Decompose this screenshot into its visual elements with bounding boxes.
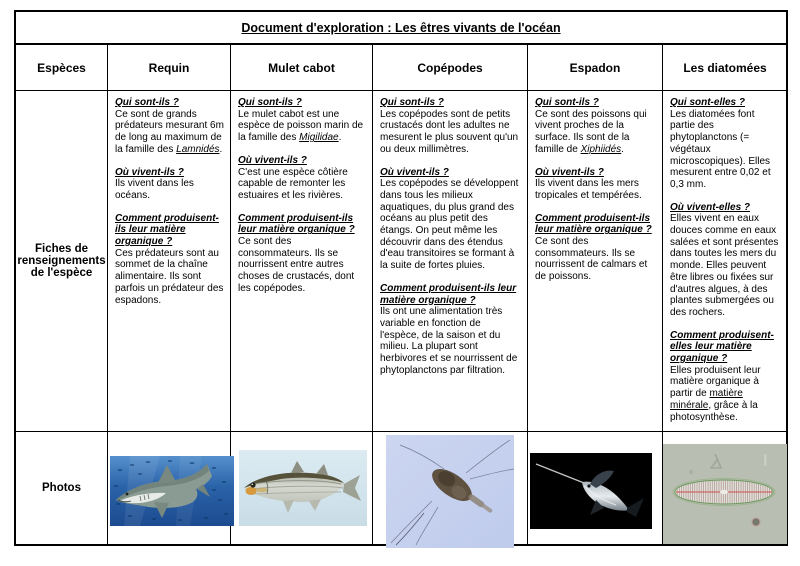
text-run: Ils ont une alimentation très variable en fonction de l'espèce, de la saison et du milieu. La plupart sont herbivores et se nourrissent de phytoplanctons par filtration. bbox=[380, 306, 518, 376]
species-name-text: Xiphiidés bbox=[580, 143, 622, 155]
text-run: . bbox=[338, 132, 342, 144]
mullet-photo bbox=[239, 450, 367, 526]
question-heading: Comment produisent-ils leur matière organique ? bbox=[380, 282, 517, 306]
answer-paragraph bbox=[670, 109, 781, 191]
header-label: Espèces bbox=[37, 60, 86, 75]
question-heading: Qui sont-ils ? bbox=[380, 97, 444, 108]
row-label-photos bbox=[16, 432, 108, 544]
answer-paragraph bbox=[115, 109, 224, 156]
question-heading: Comment produisent-elles leur matière organique ? bbox=[670, 329, 774, 365]
text-run: Ce sont des poissons qui vivent proches de la surface. Ils sont de la famille de bbox=[535, 108, 647, 155]
info-cell-diatomees bbox=[663, 91, 787, 432]
question-heading: Qui sont-ils ? bbox=[535, 97, 599, 108]
answer-paragraph bbox=[238, 236, 366, 295]
text-run: Elles vivent en eaux douces comme en eaux salées et sont présentes dans toutes les mers du monde. Elles peuvent être libres ou fixées sur d'autres algues, à des plantes submergées ou des rochers. bbox=[670, 213, 779, 318]
text-run: Ce sont de grands prédateurs mesurant 6m de long au maximum de la famille des bbox=[115, 108, 224, 155]
column-header-mulet-cabot bbox=[231, 45, 373, 91]
document-title-row bbox=[16, 12, 786, 45]
question-heading: Qui sont-ils ? bbox=[115, 97, 179, 108]
info-cell-mulet-cabot bbox=[231, 91, 373, 432]
text-run: . bbox=[219, 143, 223, 155]
question-heading: Qui sont-ils ? bbox=[238, 97, 302, 108]
text-run: Les copépodes sont de petits crustacés dont les adultes ne mesurent le plus souvent qu'un ou deux millimètres. bbox=[380, 108, 519, 155]
answer-paragraph bbox=[535, 109, 656, 156]
info-cell-copepodes bbox=[373, 91, 528, 432]
row-label-fiches bbox=[16, 91, 108, 432]
answer-paragraph bbox=[535, 178, 656, 201]
answer-paragraph bbox=[535, 236, 656, 283]
text-run: Ils vivent dans les mers tropicales et tempérées. bbox=[535, 178, 642, 201]
photo-cell-mulet-cabot bbox=[231, 432, 373, 544]
answer-paragraph bbox=[238, 167, 366, 202]
answer-paragraph bbox=[670, 365, 781, 424]
answer-paragraph bbox=[380, 109, 521, 156]
photo-cell-diatomees bbox=[663, 432, 787, 544]
text-run: Ce sont des consommateurs. Ils se nourrissent de calmars et de poissons. bbox=[535, 236, 648, 283]
header-label: Espadon bbox=[569, 60, 621, 75]
exploration-table bbox=[14, 10, 788, 546]
corner-header-especes bbox=[16, 45, 108, 91]
answer-paragraph bbox=[115, 178, 224, 201]
answer-paragraph bbox=[380, 178, 521, 272]
column-header-diatomees bbox=[663, 45, 787, 91]
text-run: Le mulet cabot est une espèce de poisson marin de la famille des bbox=[238, 108, 364, 144]
text-run: Ces prédateurs sont au sommet de la chaîne alimentaire. Ils sont parfois un prédateur des espadons. bbox=[115, 247, 224, 306]
header-label: Mulet cabot bbox=[268, 60, 335, 75]
answer-paragraph bbox=[115, 248, 224, 307]
text-run: Elles produisent leur matière organique à partir de bbox=[670, 364, 761, 400]
column-header-copepodes bbox=[373, 45, 528, 91]
row-label-text: Photos bbox=[42, 482, 81, 494]
question-heading: Comment produisent-ils leur matière organique ? bbox=[238, 212, 355, 236]
header-label: Requin bbox=[148, 60, 190, 75]
info-cell-requin bbox=[108, 91, 231, 432]
answer-paragraph bbox=[238, 109, 366, 144]
column-header-requin bbox=[108, 45, 231, 91]
text-run: Ce sont des consommateurs. Ils se nourrissent entre autres choses de crustacés, dont les copépodes. bbox=[238, 236, 355, 294]
row-label-text: Fiches de renseignements de l'espèce bbox=[17, 243, 106, 279]
photo-cell-copepodes bbox=[373, 432, 528, 544]
copepod-photo bbox=[386, 435, 514, 548]
species-name-text: Lamnidés bbox=[176, 143, 220, 155]
header-label: Copépodes bbox=[417, 60, 483, 75]
question-heading: Où vivent-elles ? bbox=[670, 201, 751, 213]
question-heading: Où vivent-ils ? bbox=[115, 166, 184, 178]
question-heading: Qui sont-elles ? bbox=[670, 97, 746, 108]
document-title: Document d'exploration : Les êtres vivants de l'océan bbox=[241, 20, 561, 35]
question-heading: Où vivent-ils ? bbox=[380, 166, 449, 178]
text-run: Ils vivent dans les océans. bbox=[115, 178, 194, 201]
column-header-espadon bbox=[528, 45, 663, 91]
text-run: Les copépodes se développent dans tous les milieux aquatiques, du plus grand des océans au plus petit des étangs. On peut même les découvrir dans des étendus d'eau transitoires se formant à la suite de fortes pluies. bbox=[380, 178, 519, 272]
shark-photo bbox=[110, 456, 234, 526]
text-run: . bbox=[621, 143, 624, 155]
underlined-text: matière minérale bbox=[670, 388, 743, 411]
photo-cell-espadon bbox=[528, 432, 663, 544]
swordfish-photo bbox=[530, 453, 652, 529]
diatom-photo bbox=[663, 444, 787, 544]
question-heading: Où vivent-ils ? bbox=[238, 154, 307, 166]
photo-cell-requin bbox=[108, 432, 231, 544]
species-name-text: Migilidae bbox=[299, 132, 339, 144]
text-run: , grâce à la photosynthèse. bbox=[670, 399, 758, 423]
text-run: C'est une espèce côtière capable de remonter les estuaires et les rivières. bbox=[238, 166, 348, 201]
question-heading: Comment produisent-ils leur matière organique ? bbox=[535, 212, 652, 236]
table-grid bbox=[16, 45, 786, 544]
question-heading: Où vivent-ils ? bbox=[535, 166, 604, 178]
question-heading: Comment produisent-ils leur matière organique ? bbox=[115, 212, 219, 248]
info-cell-espadon bbox=[528, 91, 663, 432]
text-run: Les diatomées font partie des phytoplanctons (= végétaux microscopiques). Elles mesurent entre 0,02 et 0,3 mm. bbox=[670, 108, 771, 190]
answer-paragraph bbox=[670, 213, 781, 318]
answer-paragraph bbox=[380, 306, 521, 376]
header-label: Les diatomées bbox=[683, 60, 767, 75]
